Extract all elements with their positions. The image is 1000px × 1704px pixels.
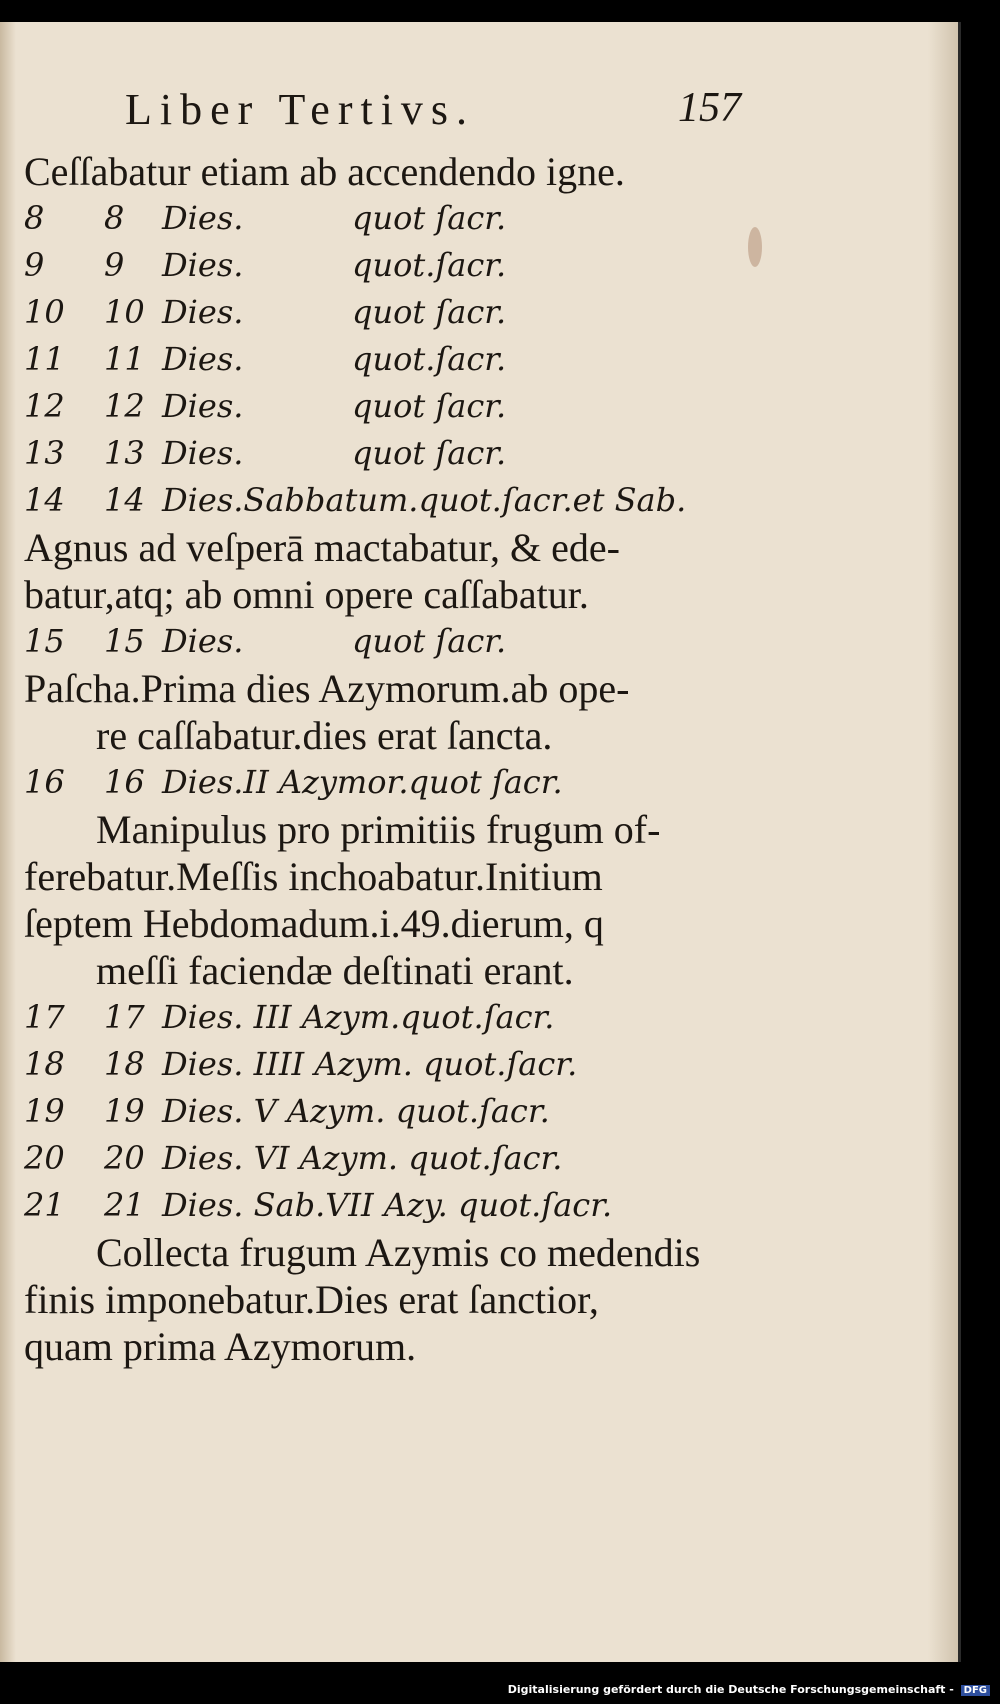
page-header (0, 84, 958, 144)
day-number-left: 8 (24, 199, 45, 237)
day-number-right: 17 (104, 998, 145, 1036)
text-line-content: quam prima Azymorum. (24, 1324, 417, 1369)
day-number-left: 17 (24, 998, 65, 1036)
day-label: Dies. VI Azym. quot.ſacr. (162, 1139, 563, 1177)
calendar-entry (0, 1088, 958, 1136)
text-line (0, 665, 958, 713)
calendar-entry (0, 336, 958, 384)
calendar-entry (0, 994, 958, 1042)
calendar-entry (0, 383, 958, 431)
text-line (0, 853, 958, 901)
day-number-left: 19 (24, 1092, 65, 1130)
text-line-content: re caſſabatur.dies erat ſancta. (96, 713, 553, 758)
day-number-right: 11 (104, 340, 145, 378)
text-line (0, 148, 958, 196)
day-number-left: 15 (24, 622, 65, 660)
sacrifice-note: quot ſacr. (352, 293, 507, 331)
calendar-entry (0, 242, 958, 290)
day-label: Dies. (162, 246, 244, 284)
running-title: Liber Tertivs. (125, 85, 476, 134)
day-number-left: 13 (24, 434, 65, 472)
day-number-left: 21 (24, 1186, 65, 1224)
text-line-content: finis imponebatur.Dies erat ſanctior, (24, 1277, 599, 1322)
calendar-entry (0, 289, 958, 337)
text-line-content: ferebatur.Meſſis inchoabatur.Initium (24, 854, 603, 899)
day-number-left: 9 (24, 246, 45, 284)
day-number-right: 21 (104, 1186, 145, 1224)
day-label: Dies. IIII Azym. quot.ſacr. (162, 1045, 578, 1083)
day-number-right: 9 (104, 246, 125, 284)
day-number-left: 18 (24, 1045, 65, 1083)
footer-credit-text: Digitalisierung gefördert durch die Deutsche Forschungsgemeinschaft - (507, 1683, 954, 1696)
day-number-right: 8 (104, 199, 125, 237)
day-number-right: 18 (104, 1045, 145, 1083)
dfg-logo: DFG (961, 1685, 990, 1696)
text-line (0, 712, 958, 760)
text-line-content: Manipulus pro primitiis frugum of- (96, 807, 661, 852)
text-line (0, 1276, 958, 1324)
text-line-content: meſſi faciendæ deſtinati erant. (96, 948, 574, 993)
day-number-left: 10 (24, 293, 65, 331)
day-number-right: 14 (104, 481, 145, 519)
text-line-content: Agnus ad veſperā mactabatur, & ede- (24, 525, 620, 570)
day-number-left: 16 (24, 763, 65, 801)
calendar-entry (0, 195, 958, 243)
day-label: Dies. (162, 293, 244, 331)
day-label: Dies. (162, 622, 244, 660)
text-line (0, 947, 958, 995)
book-page (0, 22, 961, 1662)
text-line-content: Paſcha.Prima dies Azymorum.ab ope- (24, 666, 630, 711)
day-number-right: 13 (104, 434, 145, 472)
footer-credit (508, 1683, 990, 1696)
day-number-right: 16 (104, 763, 145, 801)
day-label: Dies.II Azymor.quot ſacr. (162, 763, 563, 801)
day-label: Dies. (162, 387, 244, 425)
calendar-entry (0, 1041, 958, 1089)
text-line-content: batur,atq; ab omni opere caſſabatur. (24, 572, 589, 617)
calendar-entry (0, 1182, 958, 1230)
sacrifice-note: quot.ſacr. (352, 340, 507, 378)
day-number-left: 12 (24, 387, 65, 425)
calendar-entry (0, 477, 958, 525)
day-number-right: 20 (104, 1139, 145, 1177)
sacrifice-note: quot ſacr. (352, 387, 507, 425)
day-number-left: 14 (24, 481, 65, 519)
calendar-entry (0, 759, 958, 807)
page-number: 157 (678, 85, 741, 131)
text-line (0, 900, 958, 948)
text-line (0, 571, 958, 619)
sacrifice-note: quot ſacr. (352, 199, 507, 237)
day-number-right: 15 (104, 622, 145, 660)
day-label: Dies. (162, 340, 244, 378)
sacrifice-note: quot ſacr. (352, 434, 507, 472)
day-label: Dies. V Azym. quot.ſacr. (162, 1092, 550, 1130)
day-number-right: 19 (104, 1092, 145, 1130)
text-line (0, 1229, 958, 1277)
day-label: Dies.Sabbatum.quot.ſacr.et Sab. (162, 481, 687, 519)
day-number-right: 12 (104, 387, 145, 425)
day-number-right: 10 (104, 293, 145, 331)
text-line (0, 524, 958, 572)
day-label: Dies. Sab.VII Azy. quot.ſacr. (162, 1186, 613, 1224)
calendar-entry (0, 430, 958, 478)
calendar-entry (0, 1135, 958, 1183)
day-number-left: 11 (24, 340, 65, 378)
day-label: Dies. (162, 434, 244, 472)
calendar-entry (0, 618, 958, 666)
text-line-content: Collecta frugum Azymis co medendis (96, 1230, 701, 1275)
day-number-left: 20 (24, 1139, 65, 1177)
text-line (0, 1323, 958, 1371)
day-label: Dies. III Azym.quot.ſacr. (162, 998, 555, 1036)
sacrifice-note: quot ſacr. (352, 622, 507, 660)
day-label: Dies. (162, 199, 244, 237)
text-line (0, 806, 958, 854)
sacrifice-note: quot.ſacr. (352, 246, 507, 284)
text-line-content: Ceſſabatur etiam ab accendendo igne. (24, 149, 625, 194)
text-line-content: ſeptem Hebdomadum.i.49.dierum, q (24, 901, 604, 946)
